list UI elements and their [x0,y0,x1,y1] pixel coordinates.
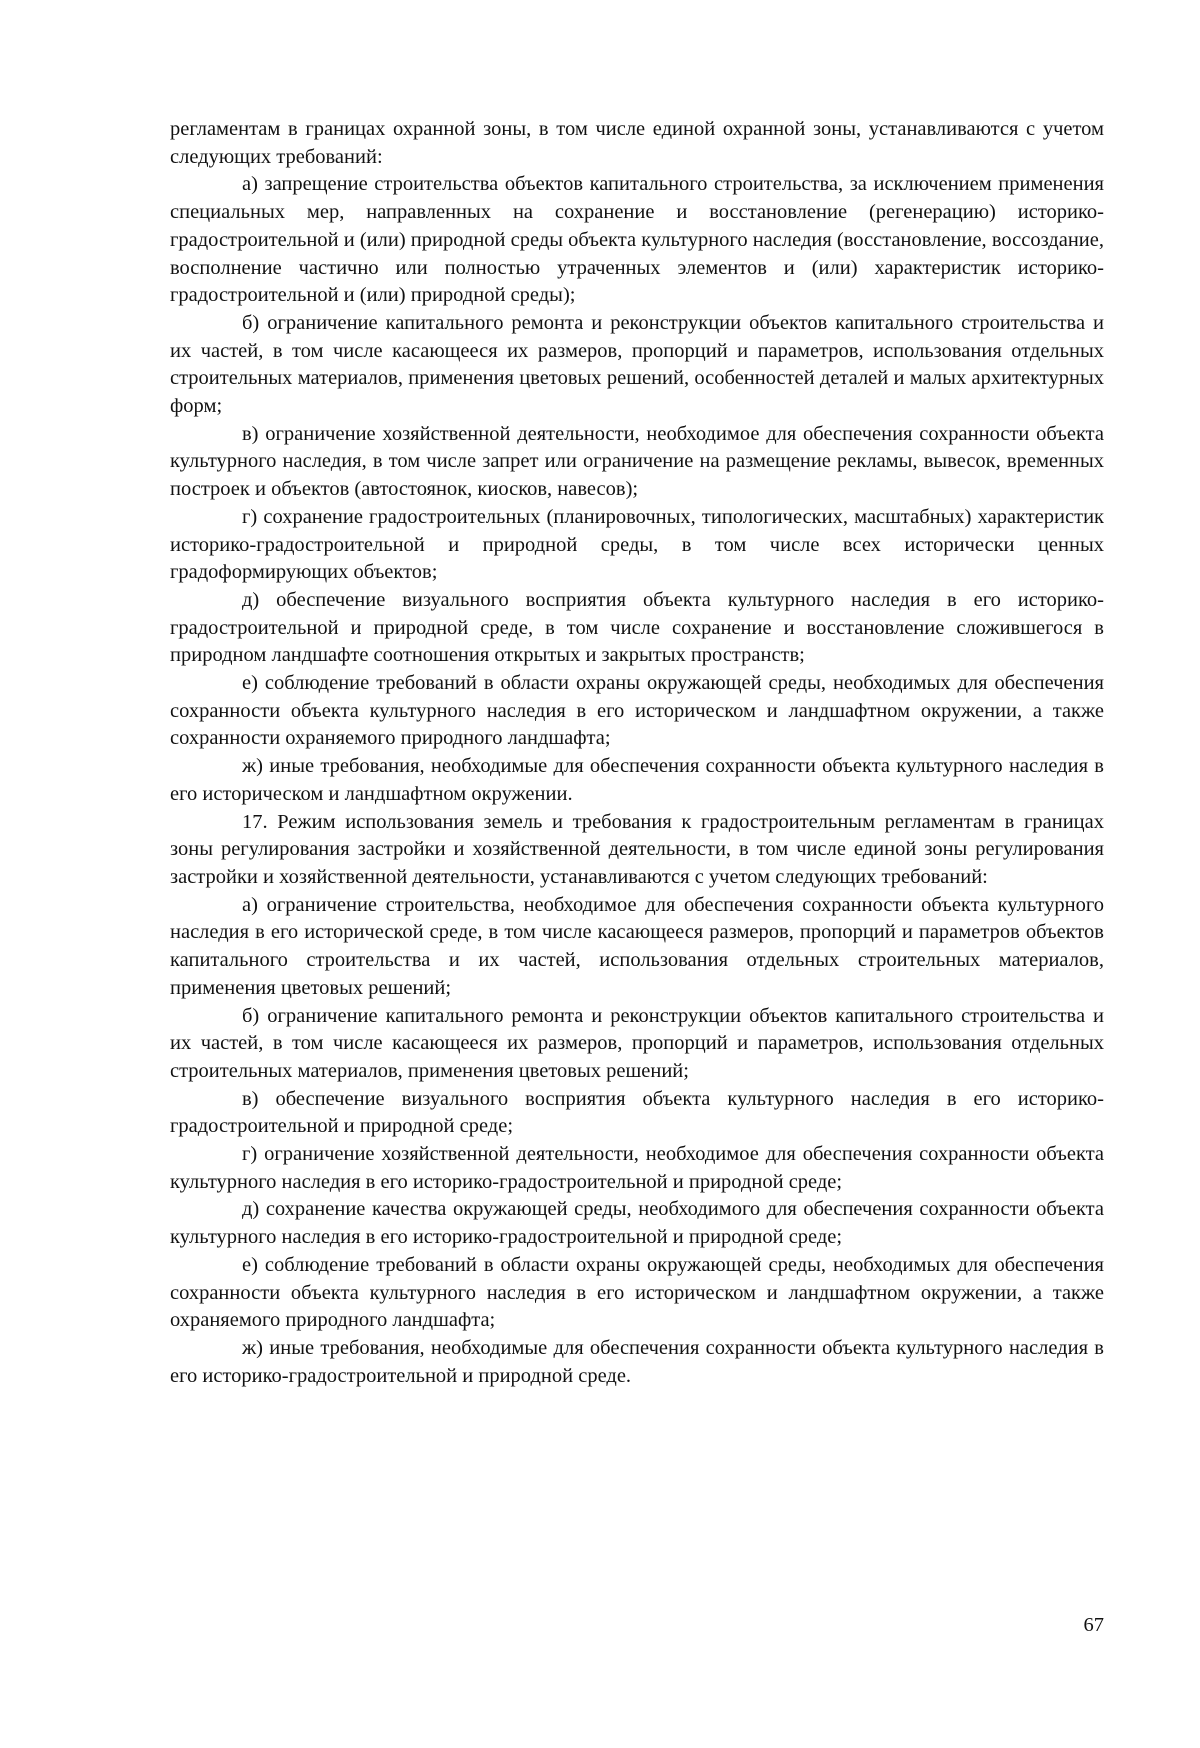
paragraph-17-a: а) ограничение строительства, необходимое для обеспечения сохранности объекта культурного наследия в его исторической среде, в том числе касающееся размеров, пропорций и параметров объектов капитального строительства и их частей, использования отдельных строительных материалов, применения цветовых решений; [170,893,1104,999]
paragraph-17-g: г) ограничение хозяйственной деятельности, необходимое для обеспечения сохранности объекта культурного наследия в его историко-градостроительной и природной среде; [170,1143,1104,1193]
paragraph-17-b: б) ограничение капитального ремонта и реконструкции объектов капитального строительства и их частей, в том числе касающееся их размеров, пропорций и параметров, использования отдельных строительных материалов, применения цветовых решений; [170,1004,1104,1082]
paragraph-17: 17. Режим использования земель и требования к градостроительным регламентам в границах зоны регулирования застройки и хозяйственной деятельности, в том числе единой зоны регулирования застройки и хозяйственной деятельности, устанавливаются с учетом следующих требований: [170,810,1104,888]
paragraph-17-d: д) сохранение качества окружающей среды, необходимого для обеспечения сохранности объекта культурного наследия в его историко-градостроительной и природной среде; [170,1198,1104,1249]
paragraph-17-zh: ж) иные требования, необходимые для обеспечения сохранности объекта культурного наследия в его историко-градостроительной и природной среде. [170,1336,1104,1387]
paragraph-16-b: б) ограничение капитального ремонта и реконструкции объектов капитального строительства и их частей, в том числе касающееся их размеров, пропорций и параметров, использования отдельных строительных материалов, применения цветовых решений, особенностей деталей и малых архитектурных форм; [170,311,1104,418]
paragraph-16-e: е) соблюдение требований в области охраны окружающей среды, необходимых для обеспечения сохранности объекта культурного наследия в его историческом и ландшафтном окружении, а также сохранности охраняемого природного ландшафта; [170,672,1104,750]
paragraph-intro-continuation: регламентам в границах охранной зоны, в том числе единой охранной зоны, устанавливаются с учетом следующих требований: [170,118,1104,168]
paragraph-16-v: в) ограничение хозяйственной деятельности, необходимое для обеспечения сохранности объекта культурного наследия, в том числе запрет или ограничение на размещение рекламы, вывесок, временных построек и объектов (автостоянок, киосков, навесов); [170,422,1104,501]
paragraph-16-a: а) запрещение строительства объектов капитального строительства, за исключением применения специальных мер, направленных на сохранение и восстановление (регенерацию) историко-градостроительной и (или) природной среды объекта культурного наследия (восстановление, воссоздание, восполнение частично или полностью утраченных элементов и (или) характеристик историко-градостроительной и (или) природной среды); [170,173,1104,307]
paragraph-16-g: г) сохранение градостроительных (планировочных, типологических, масштабных) характеристик историко-градостроительной и природной среды, в том числе всех исторически ценных градоформирующих объектов; [170,505,1104,584]
paragraph-16-d: д) обеспечение визуального восприятия объекта культурного наследия в его историко-градостроительной и природной среде, в том числе сохранение и восстановление сложившегося в природном ландшафте соотношения открытых и закрытых пространств; [170,588,1104,667]
page-number: 67 [1083,1614,1104,1636]
paragraph-16-zh: ж) иные требования, необходимые для обеспечения сохранности объекта культурного наследия в его историческом и ландшафтном окружении. [170,755,1104,805]
document-page [170,116,1104,1390]
paragraph-17-v: в) обеспечение визуального восприятия объекта культурного наследия в его историко-градостроительной и природной среде; [170,1087,1104,1138]
paragraph-17-e: е) соблюдение требований в области охраны окружающей среды, необходимых для обеспечения сохранности объекта культурного наследия в его историческом и ландшафтном окружении, а также охраняемого природного ландшафта; [170,1253,1104,1332]
